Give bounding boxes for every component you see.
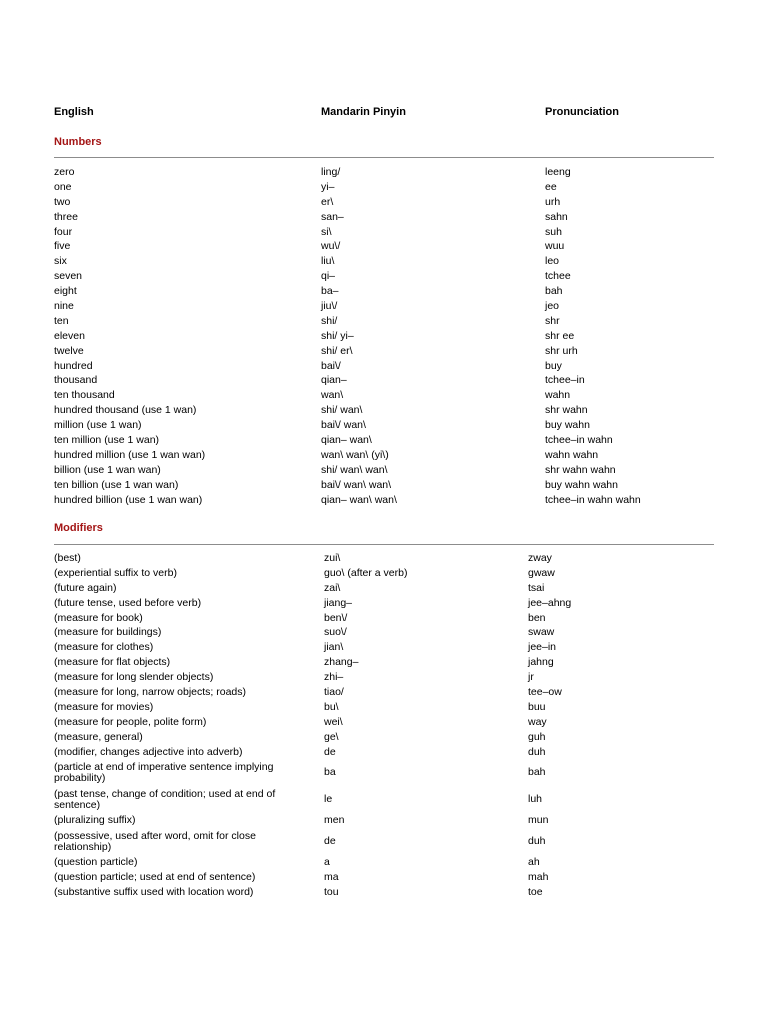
cell-english: (best): [54, 551, 81, 564]
cell-pronunciation: urh: [545, 195, 561, 208]
section-divider-modifiers: [54, 544, 714, 545]
table-row: [0, 299, 768, 314]
cell-pronunciation: tee–ow: [528, 685, 562, 698]
table-row: [0, 813, 768, 828]
cell-pinyin: qian– wan\: [321, 433, 372, 446]
table-row: [0, 786, 768, 813]
table-row: [0, 403, 768, 418]
cell-english: (measure for buildings): [54, 626, 162, 639]
table-row: [0, 329, 768, 344]
cell-english: ten billion (use 1 wan wan): [54, 478, 179, 491]
table-row: [0, 655, 768, 670]
cell-pinyin: bai\/ wan\: [321, 419, 366, 432]
table-row: [0, 359, 768, 374]
cell-english: (question particle): [54, 856, 138, 869]
table-row: [0, 418, 768, 433]
cell-pronunciation: jr: [528, 671, 534, 684]
cell-english: (measure for people, polite form): [54, 715, 207, 728]
section-title-modifiers: Modifiers: [54, 522, 103, 534]
cell-english: thousand: [54, 374, 98, 387]
cell-pronunciation: jee–in: [528, 641, 557, 654]
header-pinyin: Mandarin Pinyin: [321, 106, 406, 118]
cell-english: hundred thousand (use 1 wan): [54, 404, 197, 417]
cell-pronunciation: swaw: [528, 626, 555, 639]
cell-pinyin: qi–: [321, 270, 336, 283]
cell-english: ten thousand: [54, 389, 115, 402]
cell-pronunciation: mah: [528, 871, 549, 884]
cell-pinyin: zhang–: [324, 656, 359, 669]
table-row: [0, 493, 768, 508]
table-row: [0, 581, 768, 596]
cell-pronunciation: guh: [528, 730, 546, 743]
cell-pinyin: ben\/: [324, 611, 348, 624]
cell-pinyin: bai\/ wan\ wan\: [321, 478, 392, 491]
cell-pronunciation: jahng: [528, 656, 554, 669]
table-row: [0, 566, 768, 581]
table-row: [0, 225, 768, 240]
cell-english: hundred billion (use 1 wan wan): [54, 493, 203, 506]
cell-pronunciation: shr wahn: [545, 404, 588, 417]
cell-english: six: [54, 255, 67, 268]
table-row: [0, 625, 768, 640]
cell-pinyin: shi/: [321, 314, 338, 327]
table-row: [0, 463, 768, 478]
table-row: [0, 855, 768, 870]
table-row: [0, 551, 768, 566]
cell-pinyin: shi/ wan\: [321, 404, 363, 417]
cell-pronunciation: jeo: [545, 299, 560, 312]
cell-pinyin: qian–: [321, 374, 347, 387]
cell-pronunciation: duh: [528, 745, 546, 758]
table-row: [0, 685, 768, 700]
cell-pronunciation: shr wahn wahn: [545, 463, 616, 476]
cell-pinyin: ba–: [321, 285, 339, 298]
cell-pinyin: liu\: [321, 255, 335, 268]
cell-pronunciation: buy: [545, 359, 562, 372]
cell-pinyin: zhi–: [324, 671, 344, 684]
cell-pinyin: zai\: [324, 581, 341, 594]
cell-english: (measure for flat objects): [54, 656, 171, 669]
cell-pinyin: wan\ wan\ (yi\): [321, 448, 389, 461]
cell-pronunciation: duh: [528, 835, 546, 848]
cell-pronunciation: buu: [528, 700, 546, 713]
table-row: [0, 759, 768, 786]
cell-pronunciation: sahn: [545, 210, 568, 223]
table-row: [0, 210, 768, 225]
cell-pinyin: bu\: [324, 700, 339, 713]
table-row: [0, 448, 768, 463]
table-row: [0, 478, 768, 493]
cell-english: four: [54, 225, 73, 238]
cell-pronunciation: ee: [545, 180, 557, 193]
cell-english: (substantive suffix used with location word): [54, 886, 254, 899]
cell-english: (modifier, changes adjective into adverb): [54, 745, 243, 758]
table-row: [0, 715, 768, 730]
cell-pronunciation: ah: [528, 856, 540, 869]
cell-pronunciation: tchee–in wahn wahn: [545, 493, 641, 506]
cell-english: (measure for clothes): [54, 641, 154, 654]
cell-english: three: [54, 210, 78, 223]
table-row: [0, 165, 768, 180]
cell-pronunciation: suh: [545, 225, 562, 238]
cell-pronunciation: leo: [545, 255, 560, 268]
cell-pronunciation: buy wahn wahn: [545, 478, 618, 491]
cell-pinyin: ma: [324, 871, 339, 884]
cell-pronunciation: tchee–in wahn: [545, 433, 613, 446]
cell-pronunciation: tsai: [528, 581, 545, 594]
cell-pinyin: bai\/: [321, 359, 341, 372]
cell-english: eleven: [54, 329, 85, 342]
table-row: [0, 344, 768, 359]
cell-english: ten million (use 1 wan): [54, 433, 160, 446]
cell-pinyin: wu\/: [321, 240, 341, 253]
cell-pronunciation: shr urh: [545, 344, 578, 357]
cell-pronunciation: mun: [528, 814, 549, 827]
cell-english: (experiential suffix to verb): [54, 566, 177, 579]
cell-pinyin: ge\: [324, 730, 339, 743]
header-pronunciation: Pronunciation: [545, 106, 619, 118]
cell-pinyin: shi/ wan\ wan\: [321, 463, 388, 476]
cell-pinyin: tou: [324, 886, 339, 899]
table-row: [0, 433, 768, 448]
cell-english: zero: [54, 165, 75, 178]
cell-english: (future tense, used before verb): [54, 596, 202, 609]
cell-pinyin: tiao/: [324, 685, 344, 698]
section-divider-numbers: [54, 157, 714, 158]
cell-english: hundred million (use 1 wan wan): [54, 448, 206, 461]
cell-english: (particle at end of imperative sentence implying probability): [54, 760, 274, 784]
modifiers-table: [0, 551, 768, 900]
cell-pinyin: yi–: [321, 180, 335, 193]
cell-pinyin: si\: [321, 225, 332, 238]
table-row: [0, 670, 768, 685]
table-row: [0, 730, 768, 745]
cell-pronunciation: wahn: [545, 389, 571, 402]
table-row: [0, 596, 768, 611]
cell-english: one: [54, 180, 72, 193]
numbers-table: [0, 165, 768, 507]
cell-english: (past tense, change of condition; used at end of sentence): [54, 787, 276, 811]
table-row: [0, 180, 768, 195]
cell-pinyin: de: [324, 745, 336, 758]
cell-english: ten: [54, 314, 69, 327]
cell-pronunciation: luh: [528, 793, 543, 806]
cell-pinyin: suo\/: [324, 626, 347, 639]
cell-pronunciation: toe: [528, 886, 543, 899]
cell-pronunciation: shr: [545, 314, 560, 327]
cell-english: (measure for long, narrow objects; roads): [54, 685, 246, 698]
section-title-numbers: Numbers: [54, 136, 102, 148]
cell-pronunciation: ben: [528, 611, 546, 624]
cell-english: (possessive, used after word, omit for close relationship): [54, 829, 256, 853]
cell-pinyin: zui\: [324, 551, 341, 564]
cell-english: eight: [54, 285, 77, 298]
cell-english: seven: [54, 270, 83, 283]
cell-english: (measure for movies): [54, 700, 154, 713]
table-row: [0, 611, 768, 626]
cell-pinyin: le: [324, 793, 333, 806]
cell-pronunciation: bah: [528, 766, 546, 779]
cell-pinyin: qian– wan\ wan\: [321, 493, 397, 506]
cell-english: (measure, general): [54, 730, 143, 743]
cell-pinyin: wei\: [324, 715, 343, 728]
cell-pronunciation: wahn wahn: [545, 448, 599, 461]
table-row: [0, 239, 768, 254]
table-row: [0, 373, 768, 388]
cell-pinyin: wan\: [321, 389, 344, 402]
table-row: [0, 254, 768, 269]
cell-english: million (use 1 wan): [54, 419, 142, 432]
table-row: [0, 700, 768, 715]
table-row: [0, 870, 768, 885]
cell-pronunciation: tchee: [545, 270, 571, 283]
cell-pinyin: jiu\/: [321, 299, 338, 312]
cell-pronunciation: gwaw: [528, 566, 555, 579]
cell-english: hundred: [54, 359, 93, 372]
cell-pinyin: de: [324, 835, 336, 848]
cell-pronunciation: bah: [545, 285, 563, 298]
cell-english: nine: [54, 299, 74, 312]
cell-english: (future again): [54, 581, 117, 594]
cell-pinyin: shi/ er\: [321, 344, 353, 357]
cell-pinyin: ba: [324, 766, 336, 779]
cell-pronunciation: wuu: [545, 240, 565, 253]
table-row: [0, 885, 768, 900]
table-row: [0, 269, 768, 284]
cell-english: (question particle; used at end of sentence): [54, 871, 256, 884]
cell-pinyin: jian\: [324, 641, 344, 654]
cell-pronunciation: leeng: [545, 165, 571, 178]
cell-pinyin: jiang–: [324, 596, 353, 609]
table-row: [0, 195, 768, 210]
table-row: [0, 745, 768, 760]
cell-english: twelve: [54, 344, 84, 357]
cell-pinyin: guo\ (after a verb): [324, 566, 408, 579]
cell-english: (measure for book): [54, 611, 143, 624]
cell-pinyin: san–: [321, 210, 344, 223]
cell-pinyin: men: [324, 814, 345, 827]
cell-pronunciation: way: [528, 715, 547, 728]
table-row: [0, 640, 768, 655]
cell-english: (measure for long slender objects): [54, 671, 214, 684]
table-row: [0, 314, 768, 329]
cell-pinyin: a: [324, 856, 330, 869]
cell-pronunciation: tchee–in: [545, 374, 585, 387]
cell-english: (pluralizing suffix): [54, 814, 136, 827]
cell-pronunciation: jee–ahng: [528, 596, 572, 609]
header-english: English: [54, 106, 94, 118]
cell-english: five: [54, 240, 71, 253]
cell-pinyin: ling/: [321, 165, 341, 178]
cell-english: billion (use 1 wan wan): [54, 463, 161, 476]
table-row: [0, 284, 768, 299]
cell-pinyin: er\: [321, 195, 334, 208]
cell-pronunciation: buy wahn: [545, 419, 590, 432]
cell-pronunciation: shr ee: [545, 329, 575, 342]
table-row: [0, 388, 768, 403]
cell-pinyin: shi/ yi–: [321, 329, 354, 342]
cell-english: two: [54, 195, 71, 208]
cell-pronunciation: zway: [528, 551, 552, 564]
table-row: [0, 828, 768, 855]
